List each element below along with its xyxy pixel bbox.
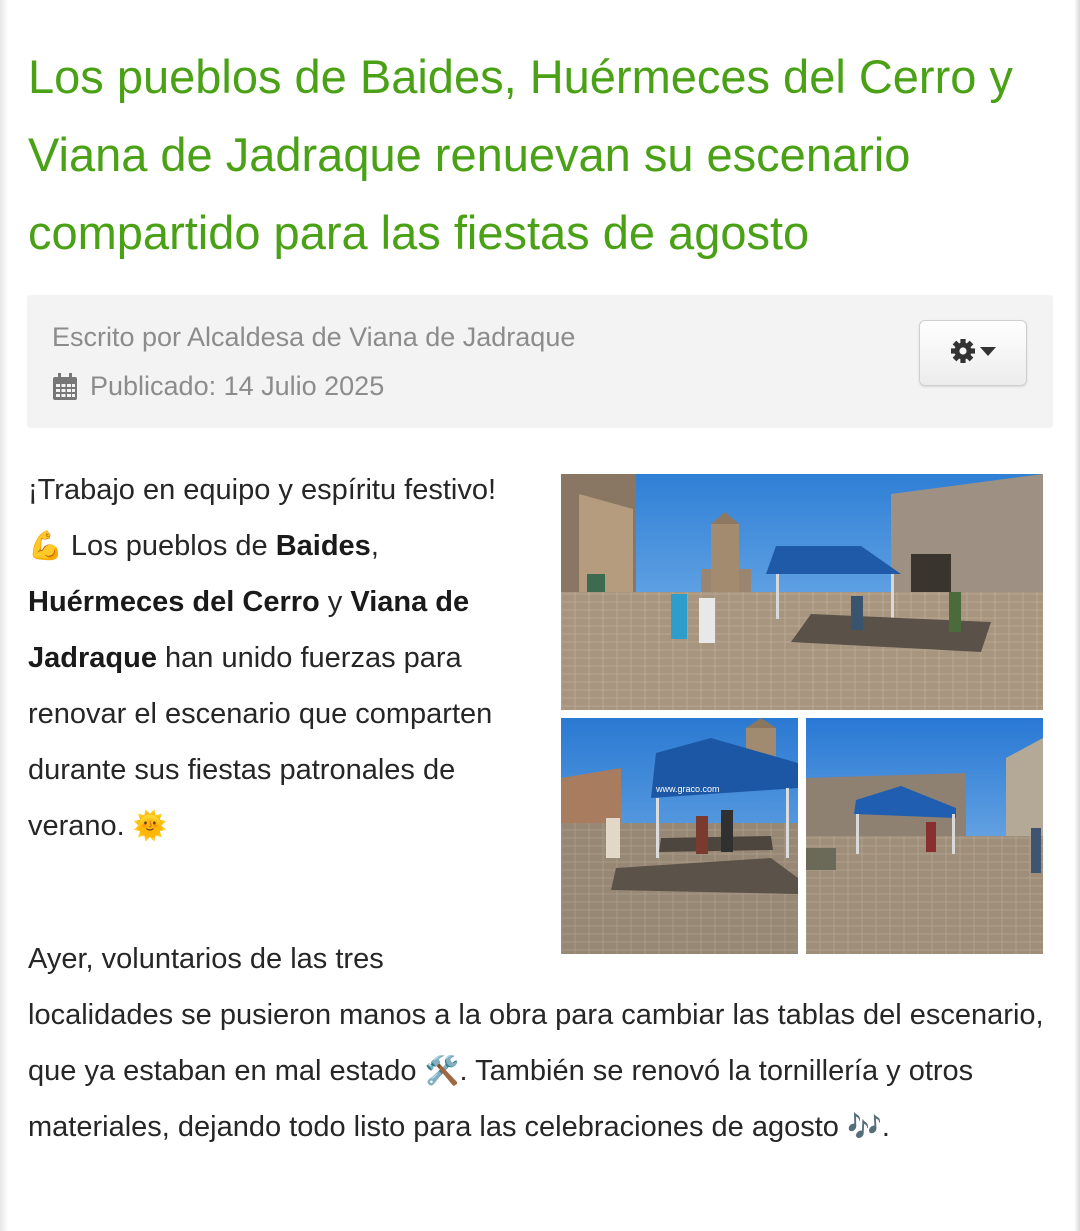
paragraph-line: Ayer, voluntarios de las tres <box>28 943 384 975</box>
article-title: Los pueblos de Baides, Huérmeces del Cerro y Viana de Jadraque renuevan su escenario compartido para las fiestas de agosto <box>28 50 1013 259</box>
paragraph-text: . <box>881 1111 890 1143</box>
village-viana: Viana de Jadraque <box>28 586 470 674</box>
published-date-text: Publicado: 14 Julio 2025 <box>90 371 385 401</box>
village-baides: Baides <box>275 530 371 562</box>
intro-text: Los pueblos de <box>62 530 276 562</box>
tent-sign-text: www.graco.com <box>656 784 720 794</box>
flexed-biceps-emoji: 💪 <box>28 529 63 562</box>
paragraph-text: . También se renovó la tornillería y otros materiales, dejando todo listo para las celebraciones de agosto <box>28 1055 974 1143</box>
music-notes-emoji: 🎶 <box>846 1110 882 1143</box>
second-paragraph <box>28 931 1053 1155</box>
chevron-down-icon <box>980 344 996 362</box>
tools-emoji: 🛠️ <box>424 1054 460 1087</box>
paragraph-text: localidades se pusieron manos a la obra para cambiar las tablas del escenario, que ya estaban en mal estado <box>28 999 1044 1087</box>
photo-village-street-stage[interactable] <box>561 474 1043 710</box>
gear-icon <box>950 338 976 369</box>
intro-paragraph <box>28 462 528 854</box>
photo-tent-and-tables[interactable] <box>561 718 798 954</box>
intro-text: han unido fuerzas para renovar el escenario que comparten durante sus fiestas patronales de verano. <box>28 642 493 842</box>
photo-tent-in-street[interactable] <box>806 718 1043 954</box>
author-line: Escrito por Alcaldesa de Viana de Jadraque <box>52 322 576 352</box>
right-edge-shadow <box>1074 0 1080 1231</box>
intro-text: ¡Trabajo en equipo y espíritu festivo! <box>28 474 497 506</box>
article-info-box <box>27 295 1053 428</box>
published-line <box>52 371 384 402</box>
article-tools-dropdown-button[interactable] <box>919 320 1027 386</box>
left-edge-shadow <box>0 0 8 1231</box>
intro-text: , <box>370 530 379 562</box>
intro-text: y <box>319 586 351 618</box>
village-huermeces: Huérmeces del Cerro <box>28 586 320 618</box>
calendar-icon <box>52 373 78 401</box>
sun-emoji: 🌞 <box>132 809 168 842</box>
